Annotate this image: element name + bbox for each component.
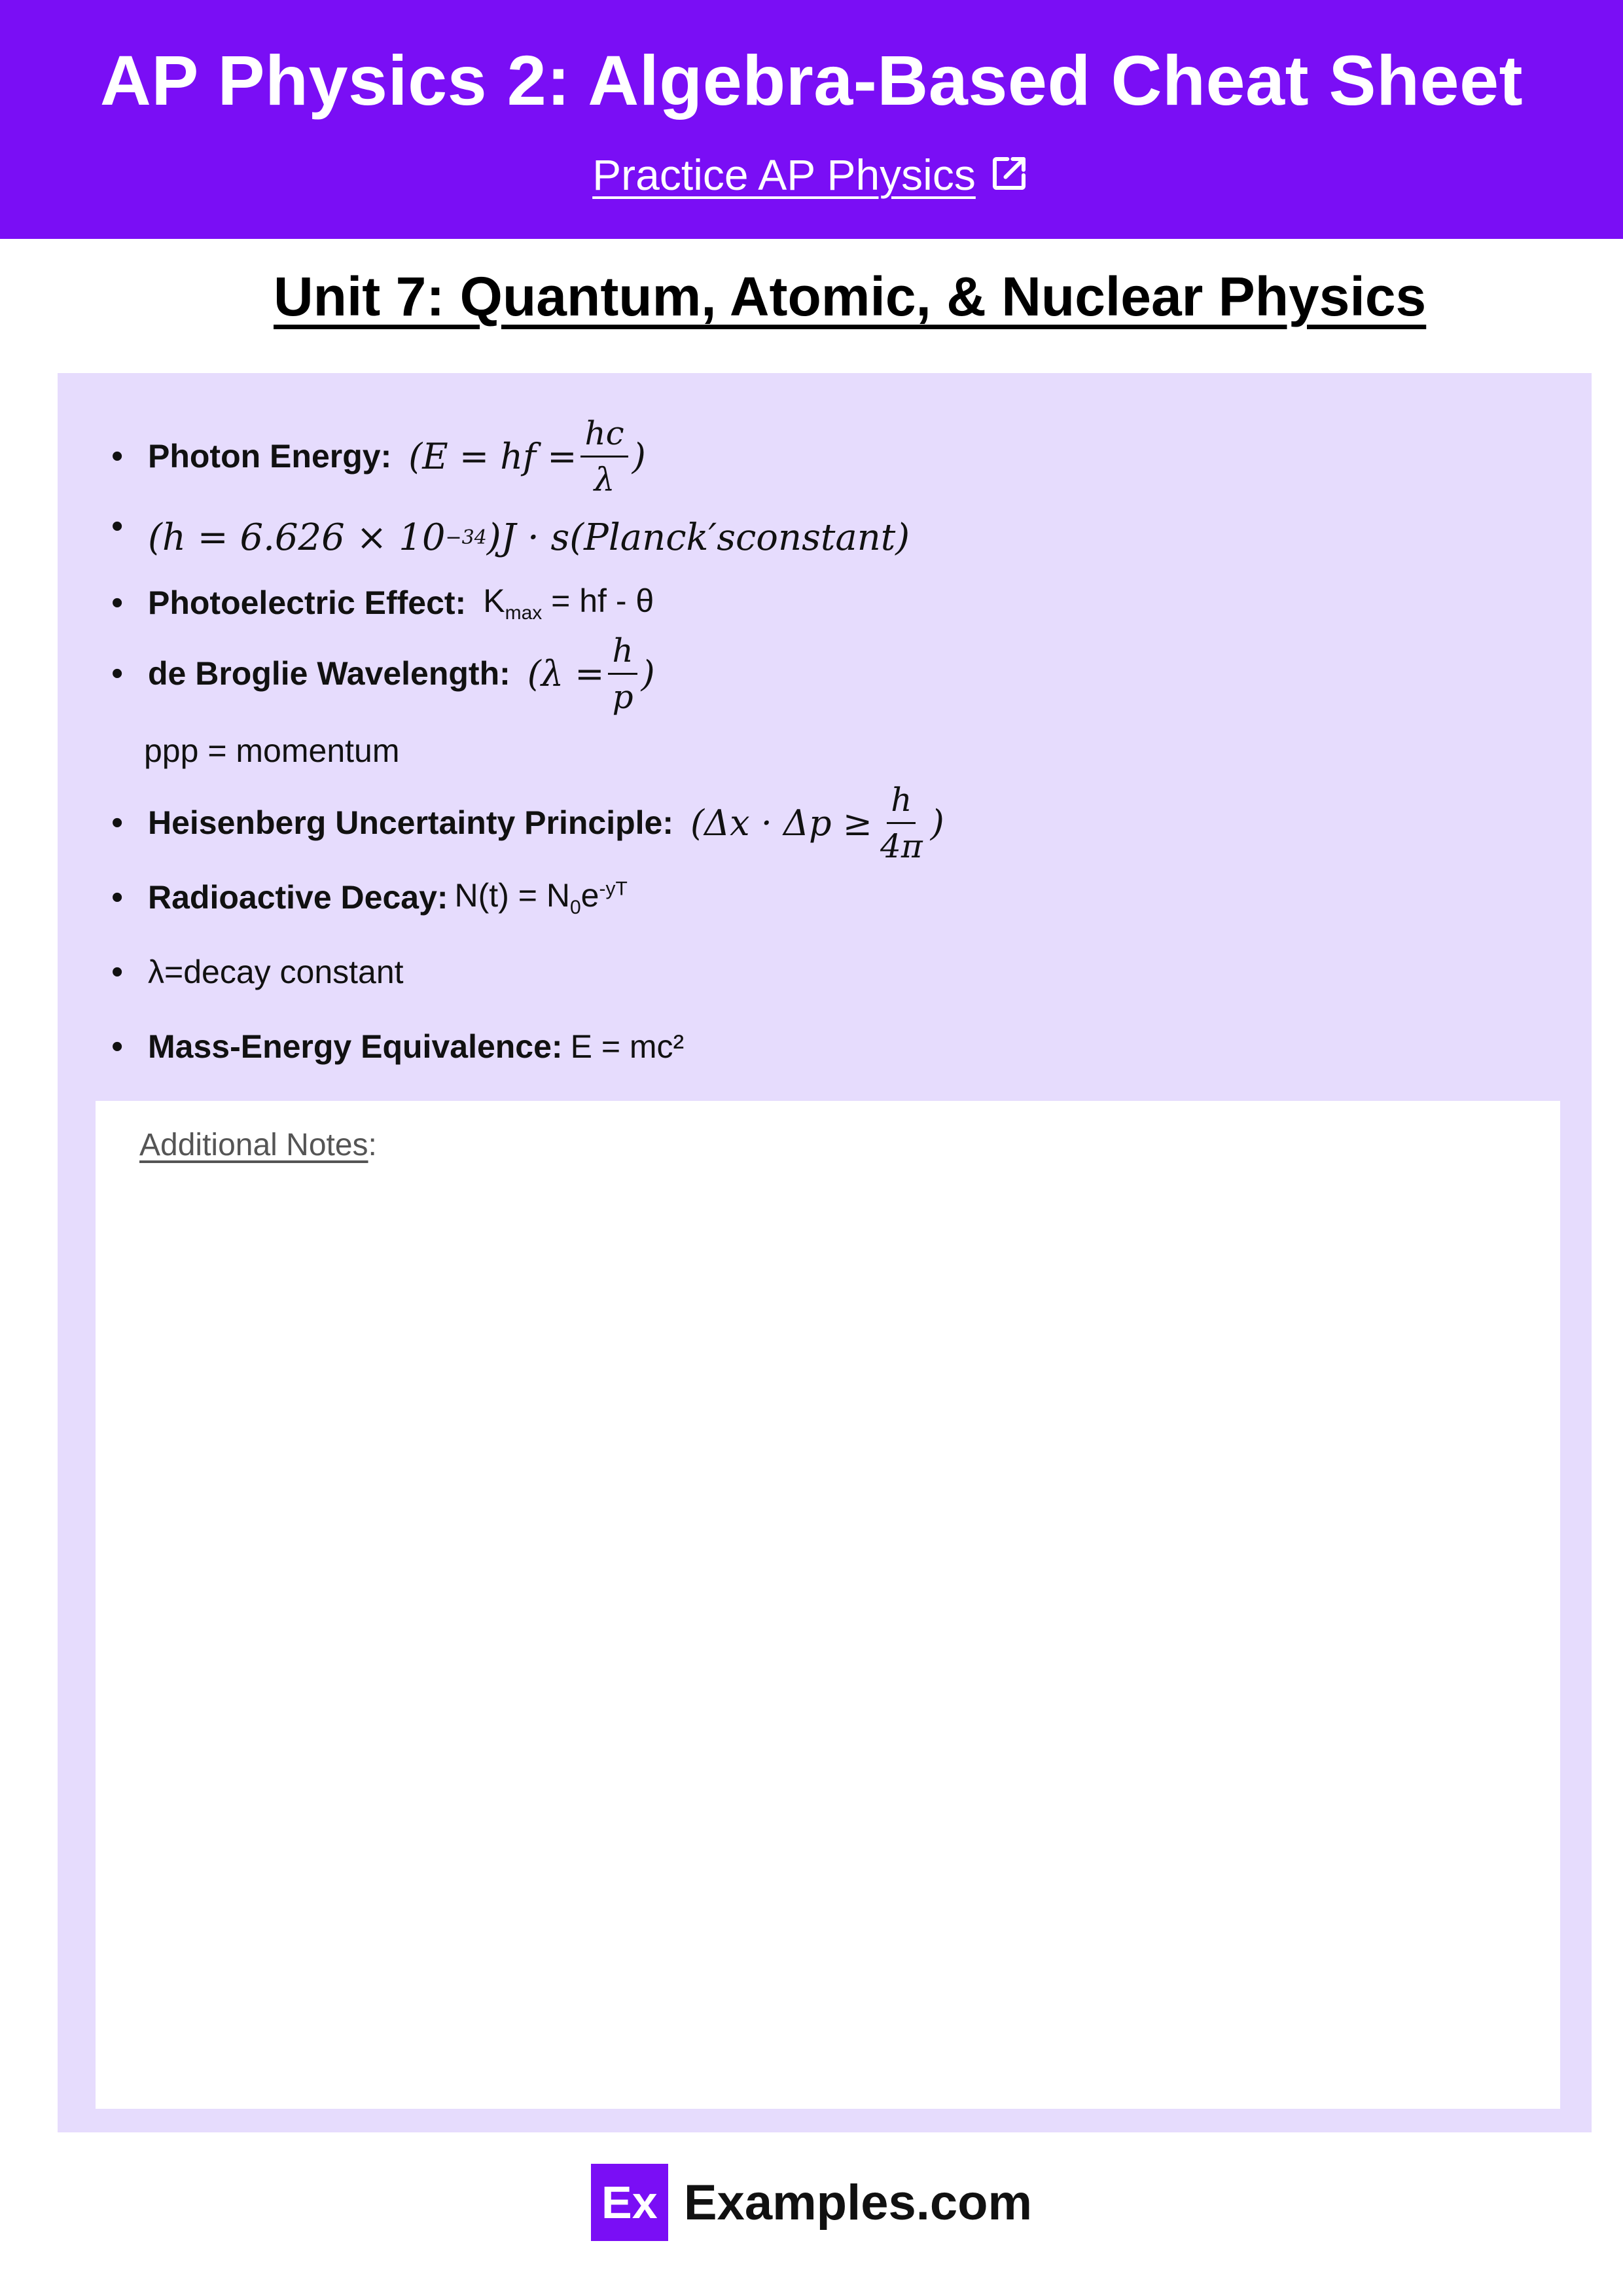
formula-panel [58,373,1592,2132]
formula-text: (h = 6.626 × 10 [148,516,446,559]
formula-exponent: −34 [445,526,487,549]
formula-subscript: max [505,601,543,624]
formula-subscript: 0 [569,896,581,918]
fraction [580,415,628,498]
unit-heading: Unit 7: Quantum, Atomic, & Nuclear Physics [274,266,1427,327]
mass-energy-formula: E = mc² [570,1028,685,1065]
momentum-note: ppp = momentum [144,732,400,769]
fraction-numerator: hc [580,415,628,457]
list-item-photon-energy [111,414,646,499]
bullet: • [111,655,124,692]
formula-text: e [580,876,599,914]
list-item-heisenberg [111,780,944,865]
fraction-numerator: h [887,781,916,824]
bullet: • [111,878,124,916]
bullet: • [111,584,124,622]
formula-text: (Δx · Δp ≥ [690,802,873,844]
planck-constant-formula [148,516,910,559]
formula-text: ) [930,802,944,844]
practice-ap-physics-link[interactable]: Practice AP Physics [592,151,976,199]
formula-text: = hf - θ [542,582,654,619]
bullet: • [111,437,124,475]
radioactive-decay-formula [455,876,628,919]
notes-label-text: Additional Notes [139,1128,368,1162]
item-label: Heisenberg Uncertainty Principle: [148,804,674,841]
decay-constant-note: λ=decay constant [148,954,404,990]
list-item-decay-constant [111,936,404,1008]
page-title: AP Physics 2: Algebra-Based Cheat Sheet [99,41,1524,120]
bullet: • [111,804,124,842]
formula-text: ) [632,435,646,477]
additional-notes-area[interactable] [96,1101,1560,2109]
formula-text: (E = hf = [408,435,577,477]
bullet: • [111,953,124,991]
practice-link-row [0,145,1623,204]
fraction-denominator: λ [594,460,615,499]
formula-text: )J · s(Planck′sconstant) [486,516,910,559]
list-item-radioactive-decay [111,861,628,933]
heisenberg-formula [690,781,944,865]
fraction [608,632,637,715]
list-item-planck-constant [111,501,910,573]
bullet: • [111,507,124,545]
list-item-momentum-note [144,715,399,787]
photoelectric-formula [483,582,654,624]
list-item-mass-energy [111,1011,684,1083]
item-label: de Broglie Wavelength: [148,655,510,692]
additional-notes-label [139,1127,377,1163]
photon-energy-formula [408,415,646,498]
bullet: • [111,1028,124,1066]
list-item-de-broglie [111,631,655,716]
fraction [876,781,927,865]
item-label: Photoelectric Effect: [148,584,467,621]
fraction-numerator: h [608,632,637,675]
formula-text: K [483,582,505,619]
footer [0,2160,1623,2245]
fraction-denominator: p [612,677,633,716]
fraction-denominator: 4π [880,827,923,865]
examples-logo-icon: Ex [591,2164,668,2241]
external-link-icon[interactable] [988,152,1031,195]
item-label: Radioactive Decay: [148,879,448,916]
item-label: Photon Energy: [148,438,392,475]
formula-text: (λ = [527,653,605,694]
de-broglie-formula [527,632,655,715]
formula-text: N(t) = N [454,876,570,914]
brand-name: Examples.com [683,2174,1033,2231]
notes-label-colon: : [368,1128,377,1162]
header-banner [0,0,1623,239]
formula-exponent: -yT [599,877,628,899]
list-item-photoelectric-effect [111,567,654,639]
item-label: Mass-Energy Equivalence: [148,1028,563,1065]
formula-text: ) [641,653,655,694]
